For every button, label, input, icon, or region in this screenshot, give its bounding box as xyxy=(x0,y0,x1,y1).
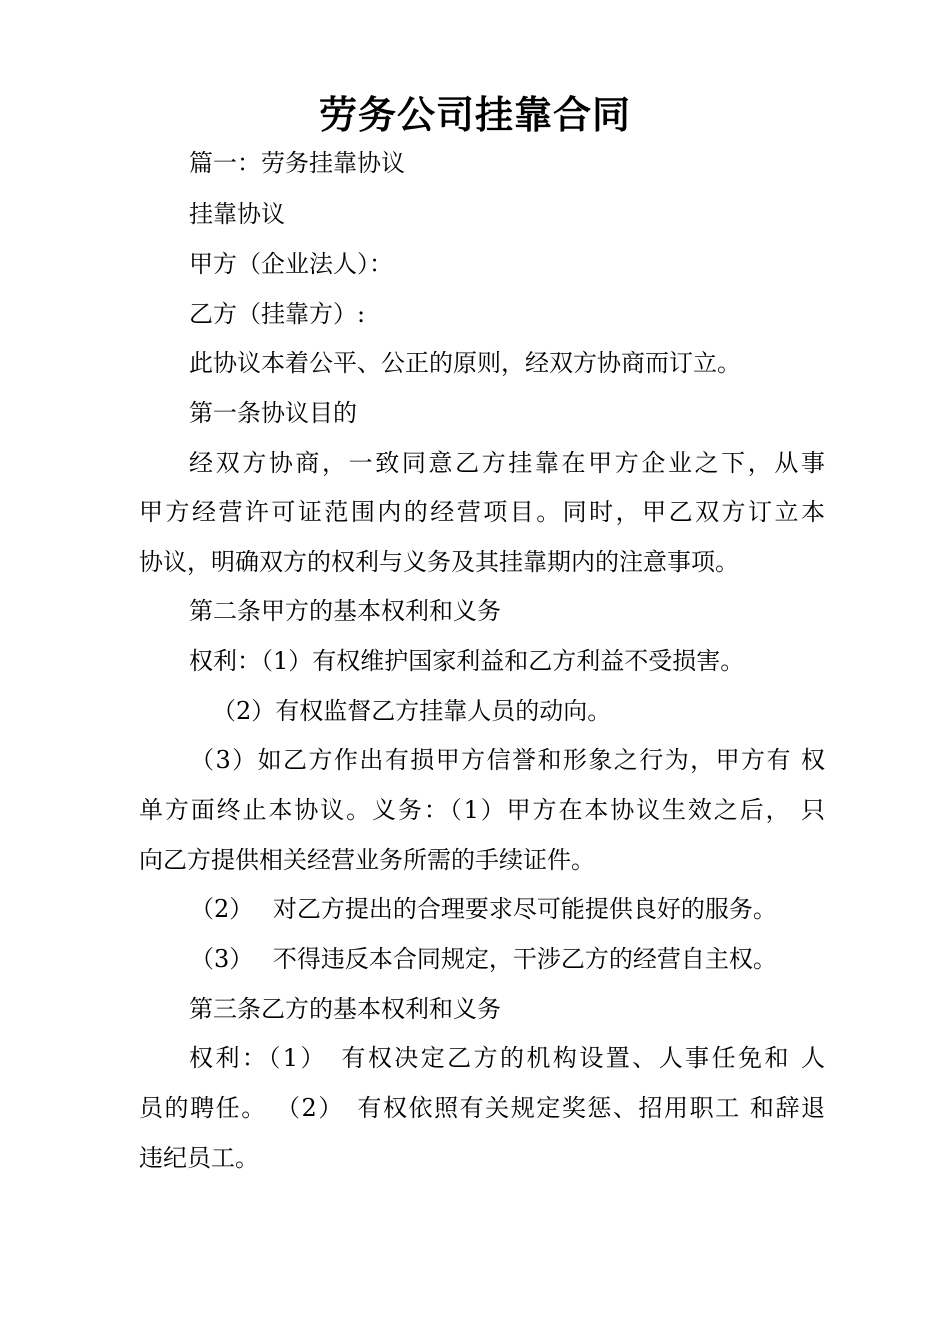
paragraph-line: 甲方经营许可证范围内的经营项目。同时，甲乙双方订立本 xyxy=(139,498,825,526)
paragraph-line: 经双方协商，一致同意乙方挂靠在甲方企业之下，从事 xyxy=(189,449,825,477)
paragraph-line: 此协议本着公平、公正的原则，经双方协商而订立。 xyxy=(189,349,741,377)
paragraph-line: 权利：（1）有权维护国家利益和乙方利益不受损害。 xyxy=(189,647,745,675)
paragraph-line: 篇一：劳务挂靠协议 xyxy=(189,149,405,177)
paragraph-line: 权利：（1） 有权决定乙方的机构设置、人事任免和 人 xyxy=(189,1044,825,1072)
paragraph-line: 向乙方提供相关经营业务所需的手续证件。 xyxy=(139,846,595,874)
paragraph-line: 单方面终止本协议。义务：（1）甲方在本协议生效之后， 只 xyxy=(139,796,825,824)
section-heading: 第三条乙方的基本权利和义务 xyxy=(189,995,501,1023)
paragraph-line: 违纪员工。 xyxy=(139,1144,259,1172)
paragraph-line: 挂靠协议 xyxy=(189,200,285,228)
paragraph-line: 员的聘任。 （2） 有权依照有关规定奖惩、招用职工 和辞退 xyxy=(139,1094,825,1122)
paragraph-line: 甲方（企业法人）： xyxy=(189,250,393,278)
paragraph-line: （3）如乙方作出有损甲方信誉和形象之行为，甲方有 权 xyxy=(190,746,825,774)
paragraph-line: 乙方（挂靠方）: xyxy=(189,300,366,328)
paragraph-line: 协议，明确双方的权利与义务及其挂靠期内的注意事项。 xyxy=(139,548,739,576)
paragraph-line: （2）有权监督乙方挂靠人员的动向。 xyxy=(212,697,612,725)
document-title: 劳务公司挂靠合同 xyxy=(318,92,631,137)
paragraph-line: （3） 不得违反本合同规定，干涉乙方的经营自主权。 xyxy=(190,945,777,973)
section-heading: 第二条甲方的基本权利和义务 xyxy=(189,597,501,625)
paragraph-line: （2） 对乙方提出的合理要求尽可能提供良好的服务。 xyxy=(190,895,777,923)
section-heading: 第一条协议目的 xyxy=(189,399,357,427)
